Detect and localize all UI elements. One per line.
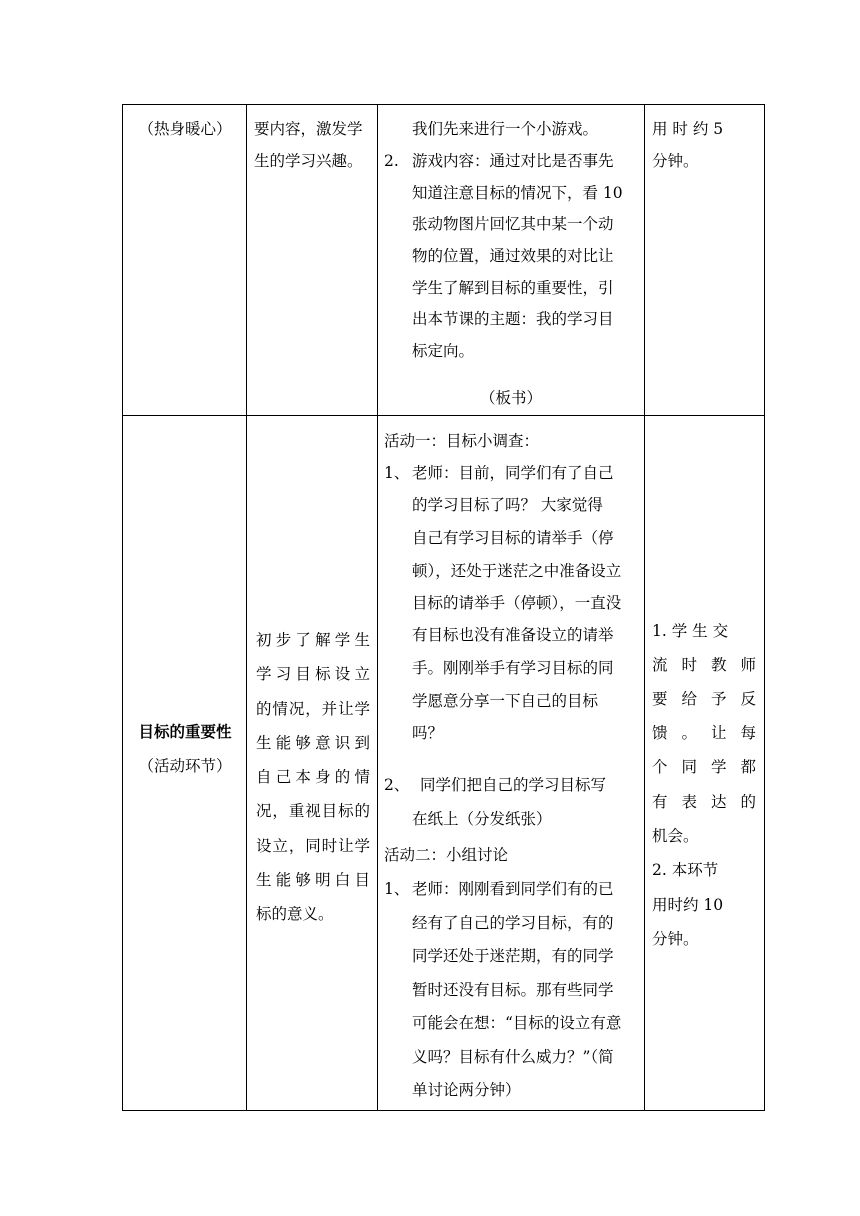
column-divider [377, 105, 378, 1110]
process-text: 学愿意分享一下自己的目标 [412, 692, 599, 710]
goal-line: 况，重视目标的 [256, 802, 370, 820]
process-text: 物的位置，通过效果的对比让 [412, 247, 614, 265]
process-text: 同学还处于迷茫期，有的同学 [412, 947, 614, 965]
process-text: 游戏内容：通过对比是否事先 [412, 152, 614, 170]
column-divider [246, 105, 247, 1110]
notes-line: 1. 学 生 交 [652, 622, 729, 640]
process-text: 目标的请举手（停顿），一直没 [412, 594, 622, 612]
process-text: 有目标也没有准备设立的请举 [412, 626, 614, 644]
process-text: 学生了解到目标的重要性，引 [412, 279, 614, 297]
process-text: 标定向。 [412, 342, 475, 360]
notes-line: 有表达的 [652, 793, 756, 811]
goal-line: 自己本身的情 [256, 768, 370, 786]
process-text: 可能会在想：“目标的设立有意 [412, 1014, 622, 1032]
notes-line: 用时约 10 [652, 896, 724, 914]
process-text: 的学习目标了吗？ 大家觉得 [412, 496, 603, 514]
stage-title: 目标的重要性 [138, 723, 232, 741]
process-text: 张动物图片回忆其中某一个动 [412, 215, 614, 233]
goal-line: 标的意义。 [256, 905, 334, 923]
notes-line: 个同学都 [652, 758, 756, 776]
process-text: 暂时还没有目标。那有些同学 [412, 981, 614, 999]
notes-line: 流时教师 [652, 656, 756, 674]
row-divider [123, 415, 764, 416]
stage-subtitle: （热身暖心） [138, 120, 232, 138]
notes-line: 机会。 [652, 827, 699, 845]
goal-line: 初步了解学生 [256, 631, 370, 649]
goal-line: 生能够明白目 [256, 871, 370, 889]
process-text: 同学们把自己的学习目标写 [420, 776, 607, 794]
process-text: 手。刚刚举手有学习目标的同 [412, 659, 614, 677]
stage-subtitle: （活动环节） [138, 757, 232, 775]
notes-line: 用 时 约 5 [652, 120, 724, 138]
activity-title: 活动一：目标小调查： [384, 432, 540, 450]
notes-line: 要给予反 [652, 690, 756, 708]
process-text: 单讨论两分钟） [412, 1081, 521, 1099]
goal-line: 设立，同时让学 [256, 837, 370, 855]
goal-line: 要内容，激发学 [254, 120, 363, 138]
process-text: 吗？ [412, 724, 444, 742]
notes-line: 2. 本环节 [652, 861, 719, 879]
goal-line: 生能够意识到 [256, 734, 370, 752]
notes-line: 分钟。 [652, 930, 699, 948]
notes-line: 馈。让每 [652, 724, 756, 742]
process-text: 义吗？目标有什么威力？”（简 [412, 1048, 614, 1066]
activity-title: 活动二：小组讨论 [384, 846, 509, 864]
process-text: 自己有学习目标的请举手（停 [412, 529, 614, 547]
list-number: 2、 [384, 776, 410, 794]
goal-line: 生的学习兴趣。 [254, 152, 363, 170]
process-text: 出本节课的主题：我的学习目 [412, 310, 614, 328]
process-text: 知道注意目标的情况下，看 10 [412, 184, 623, 202]
list-number: 1、 [384, 464, 410, 482]
process-text: 顿），还处于迷茫之中准备设立 [412, 562, 622, 580]
list-number: 1、 [384, 880, 410, 898]
process-text: 我们先来进行一个小游戏。 [412, 120, 599, 138]
process-text: 经有了自己的学习目标，有的 [412, 914, 614, 932]
goal-line: 学习目标设立 [256, 665, 370, 683]
process-text: 老师：刚刚看到同学们有的已 [412, 880, 614, 898]
board-note: （板书） [479, 389, 542, 407]
notes-line: 分钟。 [652, 152, 699, 170]
list-number: 2. [384, 152, 399, 170]
process-text: 在纸上（分发纸张） [412, 810, 552, 828]
process-text: 老师：目前，同学们有了自己 [412, 464, 614, 482]
goal-line: 的情况，并让学 [256, 700, 370, 718]
column-divider [644, 105, 645, 1110]
